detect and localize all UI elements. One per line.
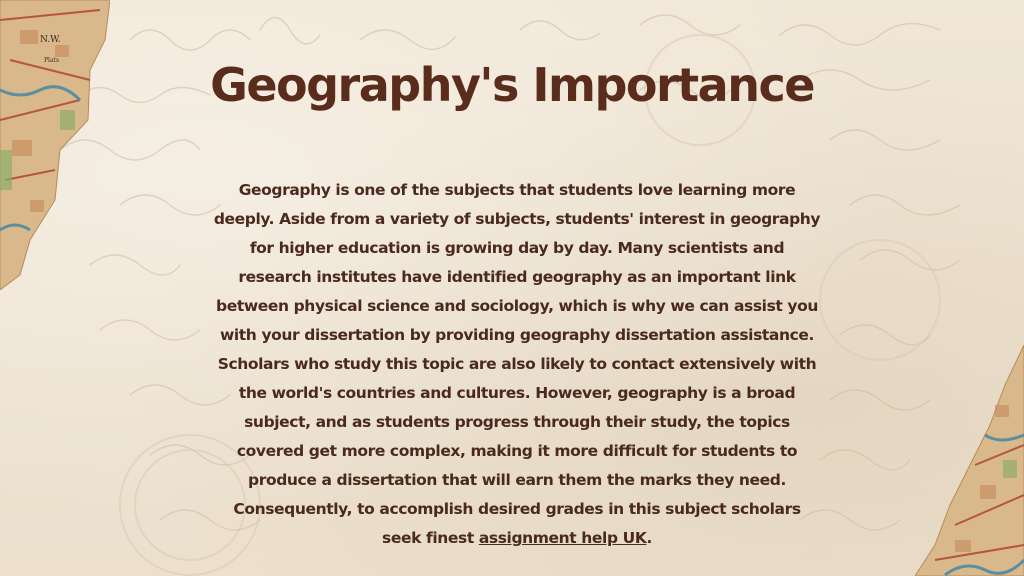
- map-label: N.W.: [40, 35, 61, 45]
- map-sublabel: Plats: [44, 57, 60, 64]
- body-paragraph: [212, 176, 822, 553]
- assignment-help-link[interactable]: assignment help UK: [478, 529, 647, 547]
- paragraph-text: Geography is one of the subjects that students love learning more deeply. Aside from a variety of subjects, students' interest in geography for higher education is growing day by day. Many scientists and research institutes have identified geography as an important link between physical science and sociology, which is why we can assist you with your dissertation by providing geography dissertation assistance. Scholars who study this topic are also likely to contact extensively with the world's countries and cultures. However, geography is a broad subject, and as students progress through their study, the topics covered get more complex, making it more difficult for students to produce a dissertation that will earn them the marks they need. Consequently, to accomplish desired grades in this subject scholars seek finest: [213, 181, 821, 547]
- paragraph-end: .: [646, 529, 652, 547]
- map-fragment-left: [0, 0, 110, 290]
- slide-title: Geography's Importance: [210, 58, 814, 112]
- map-fragment-right: [915, 345, 1024, 576]
